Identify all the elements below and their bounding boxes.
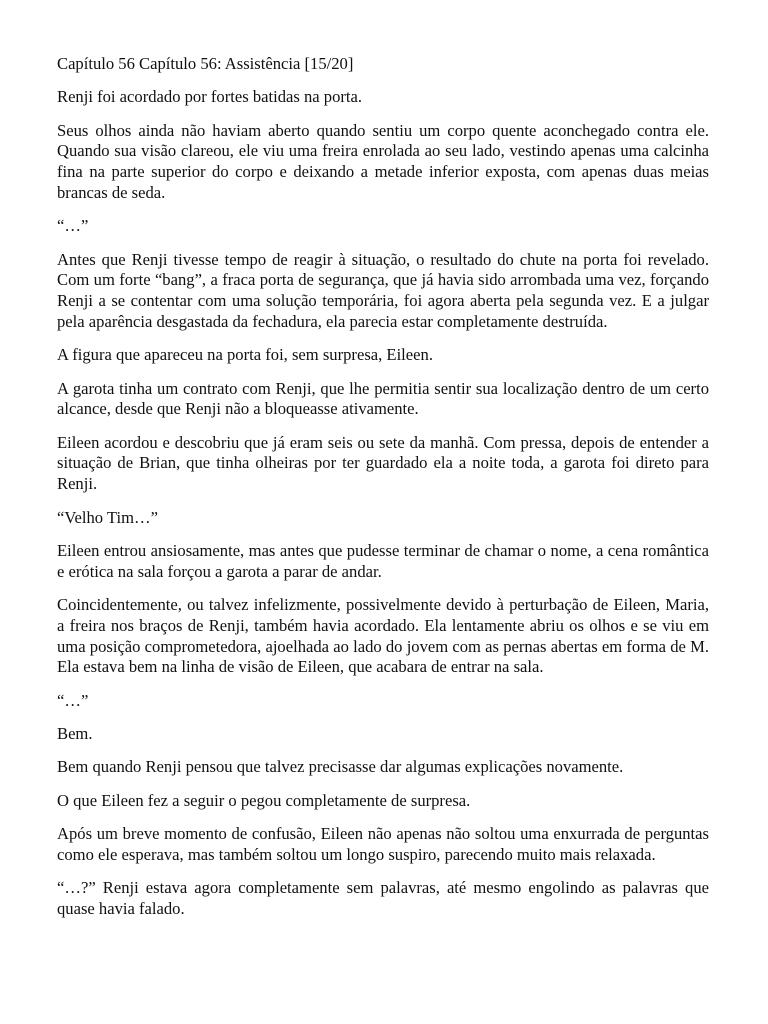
paragraph: “Velho Tim…”	[57, 507, 158, 527]
paragraph: Eileen entrou ansiosamente, mas antes que pudesse terminar de chamar o nome, a cena romântica e erótica na sala forçou a garota a parar de andar.	[57, 540, 709, 581]
paragraph: “…?” Renji estava agora completamente sem palavras, até mesmo engolindo as palavras que quase havia falado.	[57, 877, 709, 918]
paragraph: Renji foi acordado por fortes batidas na porta.	[57, 87, 363, 107]
chapter-heading: Capítulo 56 Capítulo 56: Assistência [15/20]	[57, 54, 354, 73]
paragraph: Seus olhos ainda não haviam aberto quando sentiu um corpo quente aconchegado contra ele. Quando sua visão clareou, ele viu uma freira enrolada ao seu lado, vestindo apenas uma calcinha fina na parte superior do corpo e deixando a metade inferior exposta, com apenas duas meias brancas de seda.	[57, 120, 709, 202]
paragraph: Eileen acordou e descobriu que já eram seis ou sete da manhã. Com pressa, depois de entender a situação de Brian, que tinha olheiras por ter guardado ela a noite toda, a garota foi direto para Renji.	[57, 432, 709, 494]
paragraph: Antes que Renji tivesse tempo de reagir à situação, o resultado do chute na porta foi revelado. Com um forte “bang”, a fraca porta de segurança, que já havia sido arrombada uma vez, forçando Renji a se contentar com uma solução temporária, foi agora aberta pela segunda vez. E a julgar pela aparência desgastada da fechadura, ela parecia estar completamente destruída.	[57, 249, 709, 331]
document-page	[57, 54, 709, 932]
paragraph: O que Eileen fez a seguir o pegou completamente de surpresa.	[57, 790, 471, 810]
paragraph: Após um breve momento de confusão, Eileen não apenas não soltou uma enxurrada de perguntas como ele esperava, mas também soltou um longo suspiro, parecendo muito mais relaxada.	[57, 823, 709, 864]
paragraph: “…”	[57, 690, 89, 710]
paragraph: A garota tinha um contrato com Renji, que lhe permitia sentir sua localização dentro de um certo alcance, desde que Renji não a bloqueasse ativamente.	[57, 378, 709, 419]
paragraph: Bem.	[57, 723, 93, 743]
paragraph: Coincidentemente, ou talvez infelizmente, possivelmente devido à perturbação de Eileen, Maria, a freira nos braços de Renji, também havia acordado. Ela lentamente abriu os olhos e se viu em uma posição comprometedora, ajoelhada ao lado do jovem com as pernas abertas em forma de M. Ela estava bem na linha de visão de Eileen, que acabara de entrar na sala.	[57, 594, 709, 677]
paragraph: “…”	[57, 216, 89, 236]
paragraph: Bem quando Renji pensou que talvez precisasse dar algumas explicações novamente.	[57, 757, 624, 777]
paragraph: A figura que apareceu na porta foi, sem surpresa, Eileen.	[57, 345, 433, 365]
